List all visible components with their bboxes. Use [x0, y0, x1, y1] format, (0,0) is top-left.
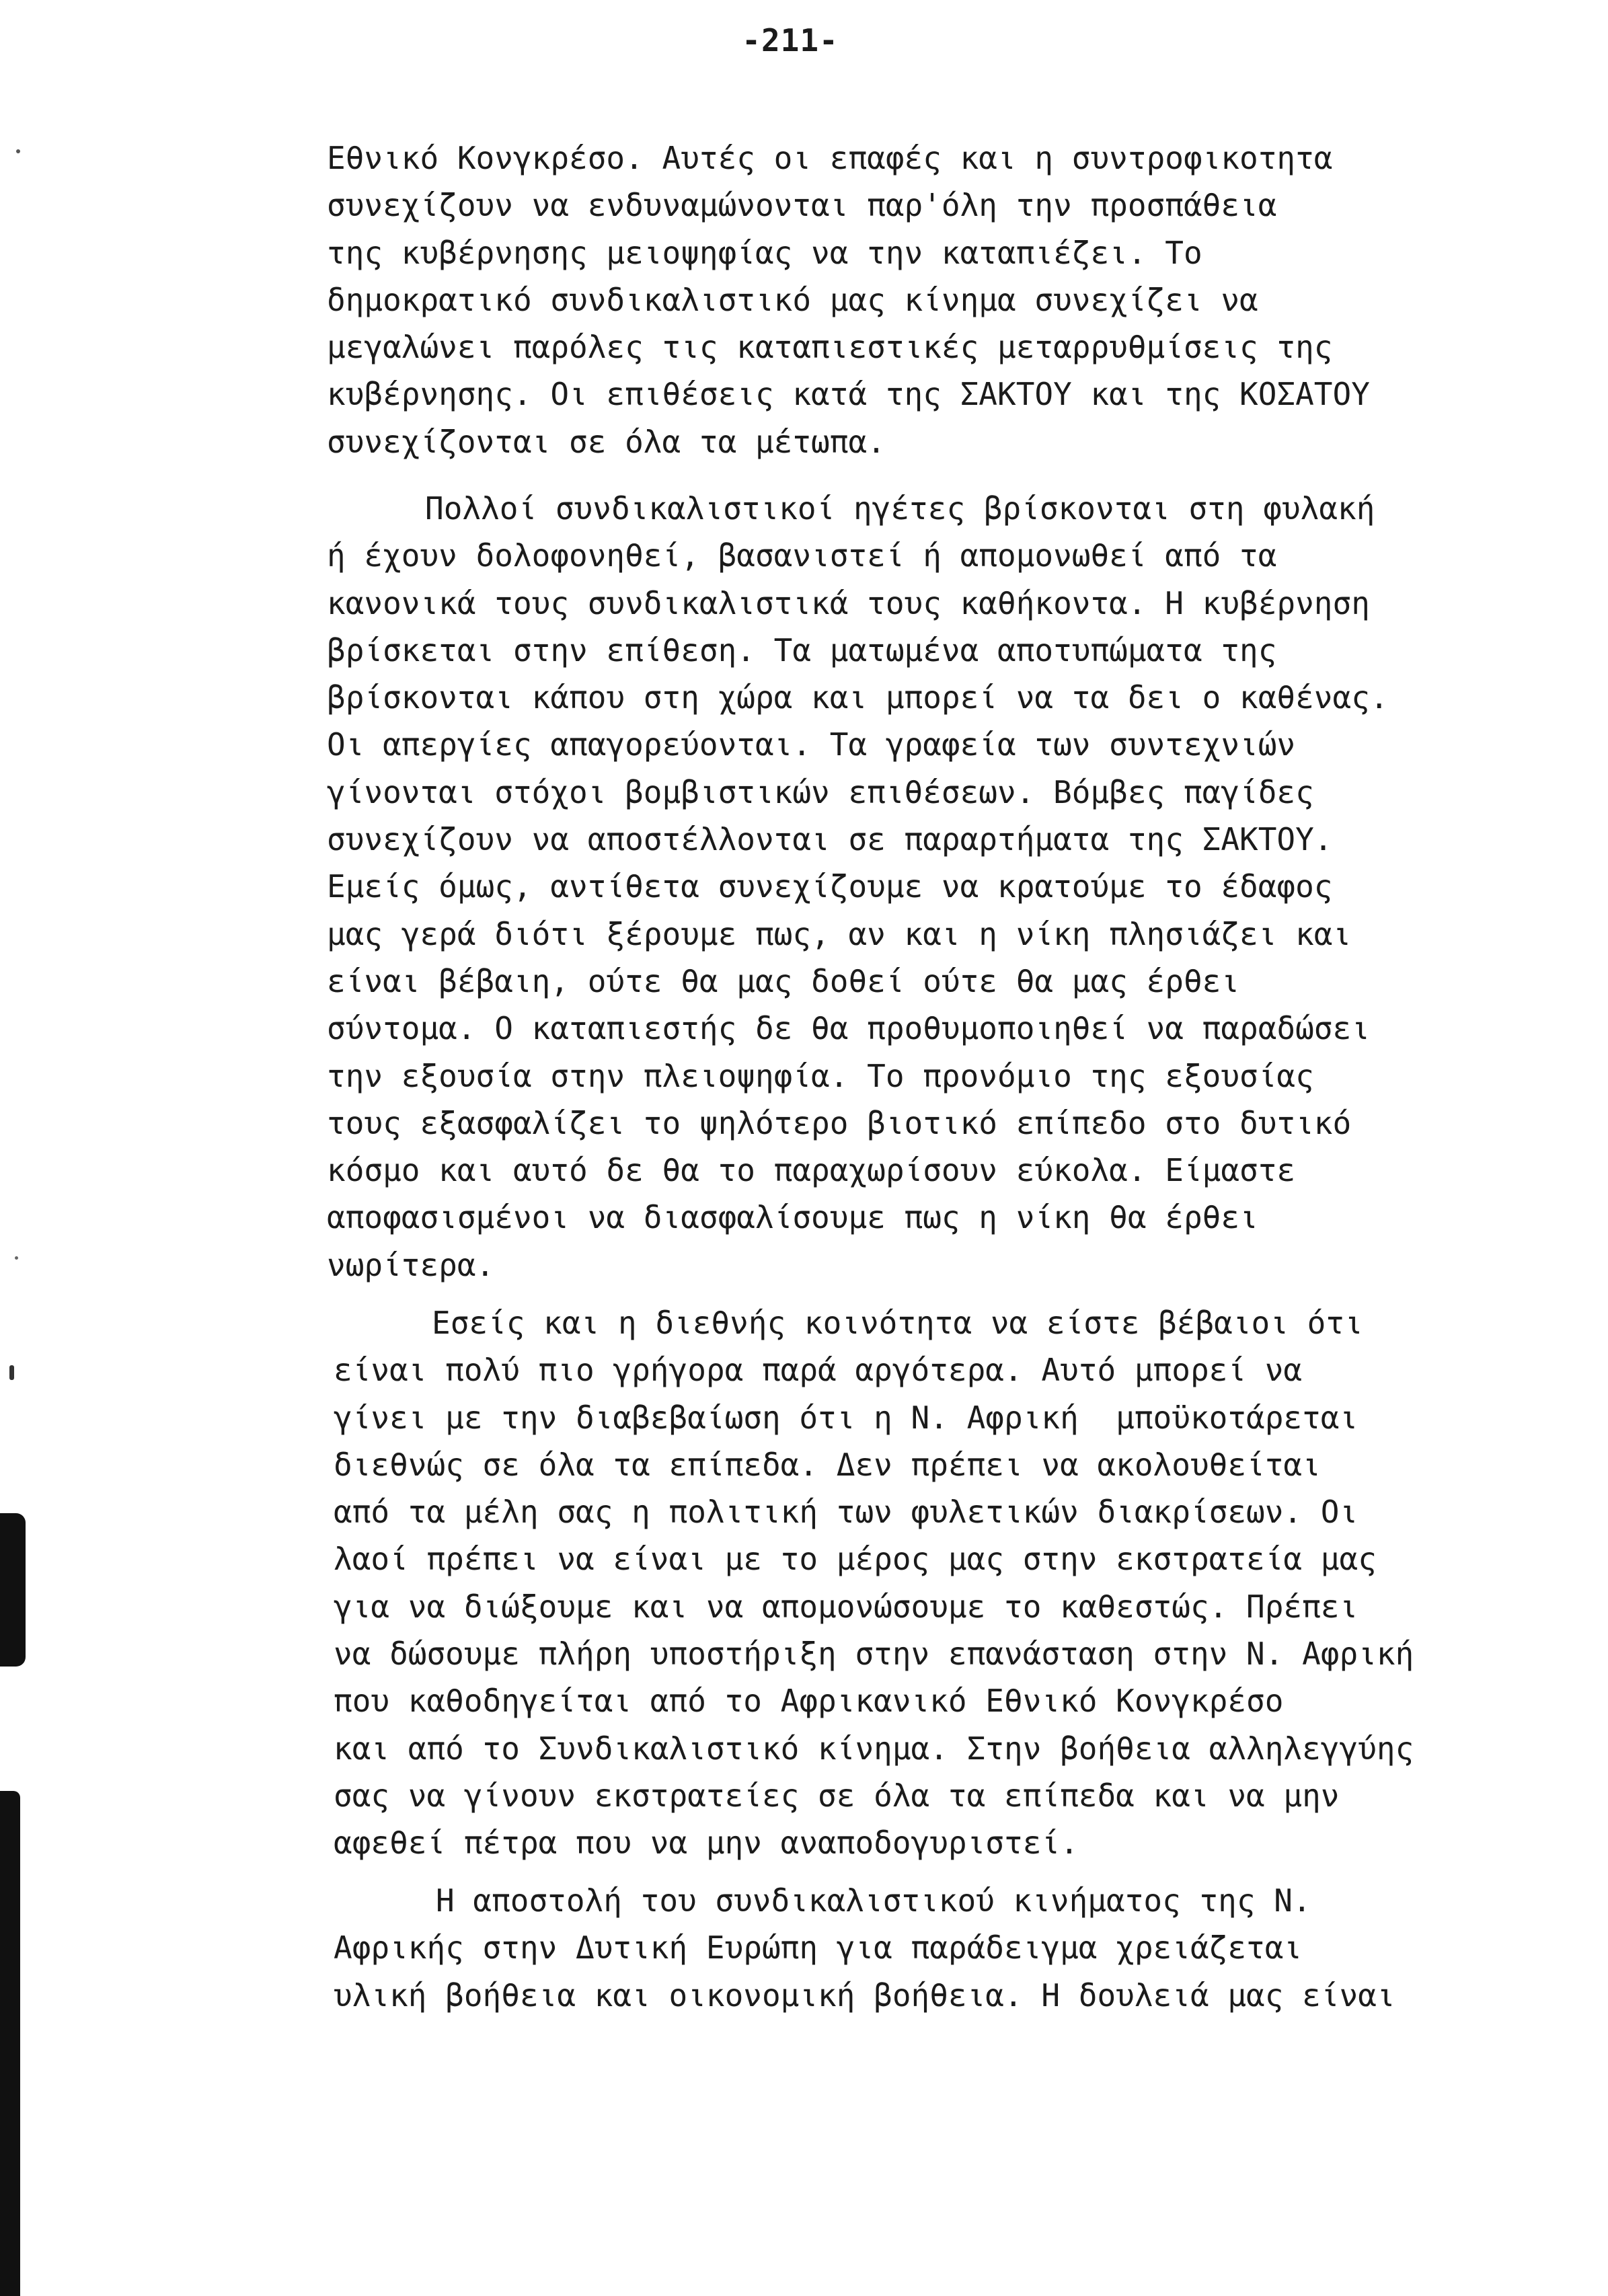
text-line: υλική βοήθεια και οικονομική βοήθεια. Η δουλειά μας είναι	[334, 1977, 1395, 2014]
text-line: συνεχίζουν να ενδυναμώνονται παρ'όλη την προσπάθεια	[327, 187, 1277, 224]
text-line: Αφρικής στην Δυτική Ευρώπη για παράδειγμα χρειάζεται	[334, 1929, 1303, 1966]
text-line: Οι απεργίες απαγορεύονται. Τα γραφεία των συντεχνιών	[327, 726, 1296, 763]
text-line: λαοί πρέπει να είναι με το μέρος μας στην εκστρατεία μας	[334, 1541, 1377, 1578]
scan-speck	[9, 1365, 14, 1380]
text-line: γίνει με την διαβεβαίωση ότι η Ν. Αφρική μποϋκοτάρεται	[334, 1399, 1358, 1436]
text-line: Πολλοί συνδικαλιστικοί ηγέτες βρίσκονται στη φυλακή	[425, 490, 1375, 527]
text-line: να δώσουμε πλήρη υποστήριξη στην επανάσταση στην Ν. Αφρική	[334, 1636, 1414, 1673]
text-line: τους εξασφαλίζει το ψηλότερο βιοτικό επίπεδο στο δυτικό	[327, 1104, 1352, 1141]
text-line: Εσείς και η διεθνής κοινότητα να είστε βέβαιοι ότι	[432, 1305, 1363, 1341]
text-line: σύντομα. Ο καταπιεστής δε θα προθυμοποιηθεί να παραδώσει	[327, 1010, 1370, 1047]
text-line: Εμείς όμως, αντίθετα συνεχίζουμε να κρατούμε το έδαφος	[327, 868, 1333, 905]
text-line: είναι πολύ πιο γρήγορα παρά αργότερα. Αυτό μπορεί να	[334, 1352, 1303, 1389]
text-line: βρίσκεται στην επίθεση. Τα ματωμένα αποτυπώματα της	[327, 632, 1277, 668]
text-line: σας να γίνουν εκστρατείες σε όλα τα επίπεδα και να μην	[334, 1777, 1340, 1814]
text-line: Εθνικό Κονγκρέσο. Αυτές οι επαφές και η συντροφικοτητα	[327, 140, 1333, 176]
text-line: και από το Συνδικαλιστικό κίνημα. Στην βοήθεια αλληλεγγύης	[334, 1730, 1414, 1767]
text-line: αποφασισμένοι να διασφαλίσουμε πως η νίκη θα έρθει	[327, 1199, 1258, 1236]
text-line: κόσμο και αυτό δε θα το παραχωρίσουν εύκολα. Είμαστε	[327, 1152, 1296, 1189]
text-line: ή έχουν δολοφονηθεί, βασανιστεί ή απομονωθεί από τα	[327, 537, 1277, 574]
page-number: -211-	[742, 22, 839, 59]
paragraph	[327, 135, 1510, 465]
text-line: μεγαλώνει παρόλες τις καταπιεστικές μεταρρυθμίσεις της	[327, 329, 1333, 366]
text-line: γίνονται στόχοι βομβιστικών επιθέσεων. Βόμβες παγίδες	[327, 773, 1314, 810]
scan-edge-shadow	[0, 1513, 26, 1667]
paragraph	[334, 1877, 1517, 2019]
text-line: συνεχίζουν να αποστέλλονται σε παραρτήματα της ΣΑΚΤΟΥ.	[327, 821, 1333, 858]
scan-edge-shadow	[0, 1791, 20, 2296]
scan-speck	[16, 149, 20, 153]
paragraph	[334, 1299, 1517, 1867]
text-line: αφεθεί πέτρα που να μην αναποδογυριστεί.	[334, 1825, 1079, 1862]
text-line: κανονικά τους συνδικαλιστικά τους καθήκοντα. Η κυβέρνηση	[327, 584, 1370, 621]
text-line: για να διώξουμε και να απομονώσουμε το καθεστώς. Πρέπει	[334, 1588, 1358, 1625]
paragraph	[327, 485, 1510, 1289]
text-line: κυβέρνησης. Οι επιθέσεις κατά της ΣΑΚΤΟΥ και της ΚΟΣΑΤΟΥ	[327, 376, 1370, 413]
text-line: από τα μέλη σας η πολιτική των φυλετικών διακρίσεων. Οι	[334, 1494, 1358, 1531]
text-line: μας γερά διότι ξέρουμε πως, αν και η νίκη πλησιάζει και	[327, 915, 1352, 952]
text-line: Η αποστολή του συνδικαλιστικού κινήματος της Ν.	[436, 1882, 1311, 1919]
scan-speck	[15, 1256, 18, 1260]
text-line: δημοκρατικό συνδικαλιστικό μας κίνημα συνεχίζει να	[327, 281, 1258, 318]
text-line: νωρίτερα.	[327, 1246, 495, 1283]
text-line: που καθοδηγείται από το Αφρικανικό Εθνικό Κονγκρέσο	[334, 1683, 1284, 1720]
text-line: είναι βέβαιη, ούτε θα μας δοθεί ούτε θα μας έρθει	[327, 962, 1240, 999]
text-line: συνεχίζονται σε όλα τα μέτωπα.	[327, 423, 886, 460]
text-line: της κυβέρνησης μειοψηφίας να την καταπιέζει. Το	[327, 234, 1202, 271]
text-line: την εξουσία στην πλειοψηφία. Το προνόμιο της εξουσίας	[327, 1057, 1314, 1094]
text-line: διεθνώς σε όλα τα επίπεδα. Δεν πρέπει να ακολουθείται	[334, 1446, 1321, 1483]
text-line: βρίσκονται κάπου στη χώρα και μπορεί να τα δει ο καθένας.	[327, 679, 1389, 716]
